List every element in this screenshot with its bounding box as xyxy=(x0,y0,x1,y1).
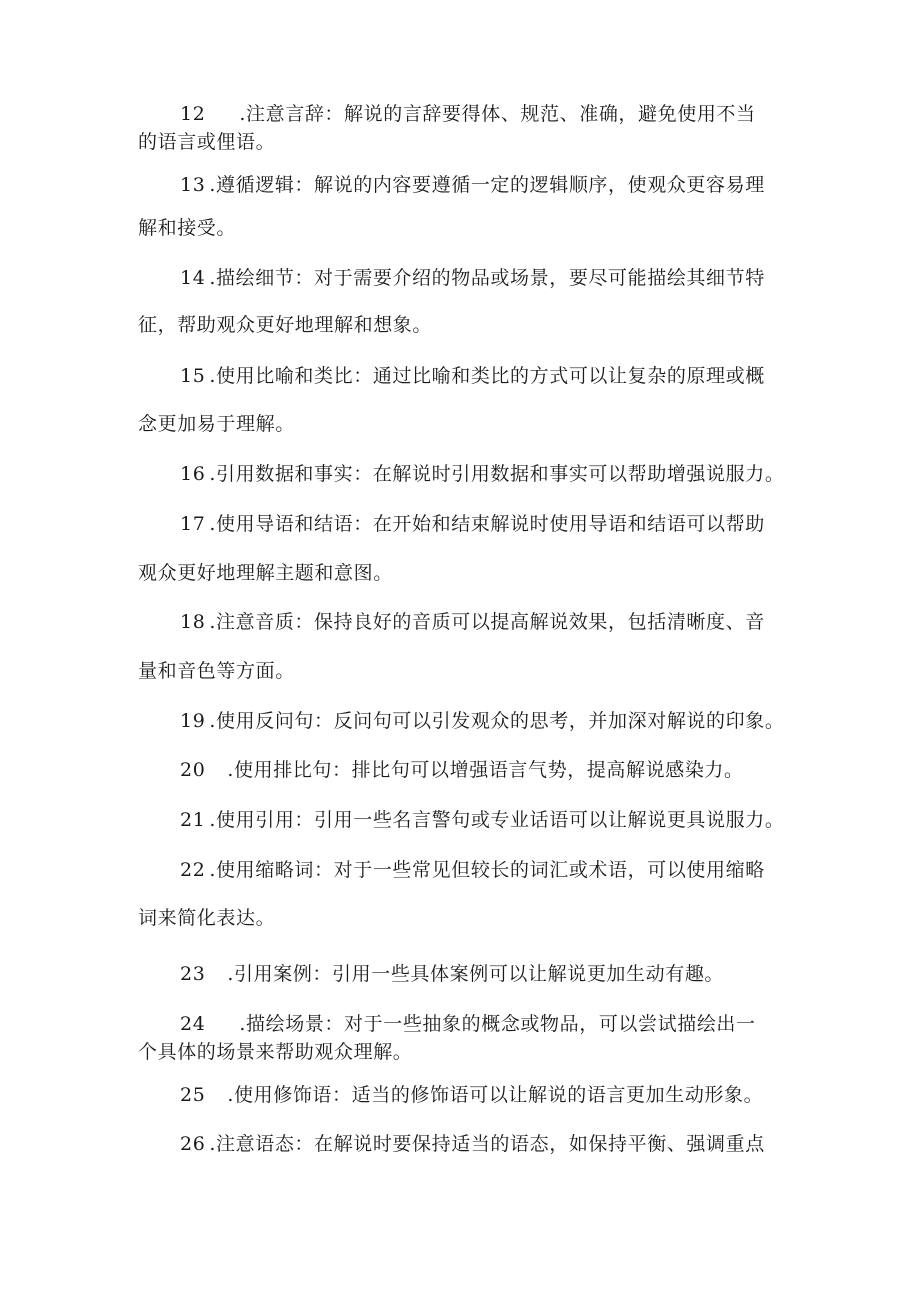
item-19-line-1 xyxy=(180,709,784,733)
item-number: 20 xyxy=(180,759,206,781)
item-13-line-2: 解和接受。 xyxy=(138,217,237,239)
item-text: .使用排比句：排比句可以增强语言气势，提高解说感染力。 xyxy=(227,759,744,781)
item-text: .描绘细节：对于需要介绍的物品或场景，要尽可能描绘其细节特 xyxy=(209,267,765,289)
item-number: 26 xyxy=(180,1133,206,1155)
item-20-line-1 xyxy=(180,758,744,782)
item-13-line-1 xyxy=(180,173,765,197)
item-18-line-2: 量和音色等方面。 xyxy=(138,660,295,682)
item-15-line-1 xyxy=(180,364,765,388)
item-text: .描绘场景：对于一些抽象的概念或物品，可以尝试描绘出一 xyxy=(239,1013,756,1035)
item-21-line-1 xyxy=(180,808,784,832)
item-number: 18 xyxy=(180,611,206,633)
item-23-line-1 xyxy=(180,962,724,986)
item-17-line-1 xyxy=(180,512,765,536)
item-22-line-2: 词来简化表达。 xyxy=(138,907,276,929)
item-text: .使用修饰语：适当的修饰语可以让解说的语言更加生动形象。 xyxy=(227,1084,764,1106)
item-number: 21 xyxy=(180,809,206,831)
item-18-line-1 xyxy=(180,610,765,634)
item-text: .使用引用：引用一些名言警句或专业话语可以让解说更具说服力。 xyxy=(209,809,785,831)
item-number: 16 xyxy=(180,463,206,485)
item-number: 19 xyxy=(180,710,206,732)
item-number: 17 xyxy=(180,513,206,535)
item-text: .使用缩略词：对于一些常见但较长的词汇或术语，可以使用缩略 xyxy=(209,859,765,881)
item-number: 22 xyxy=(180,859,206,881)
item-26-line-1 xyxy=(180,1132,765,1156)
item-text: .引用数据和事实：在解说时引用数据和事实可以帮助增强说服力。 xyxy=(209,463,785,485)
item-number: 14 xyxy=(180,267,206,289)
item-15-line-2: 念更加易于理解。 xyxy=(138,413,295,435)
item-25-line-1 xyxy=(180,1083,763,1107)
item-22-line-1 xyxy=(180,858,765,882)
item-number: 12 xyxy=(180,103,206,125)
item-12-line-1 xyxy=(180,102,756,126)
item-24-line-1 xyxy=(180,1012,756,1036)
item-24-line-2: 个具体的场景来帮助观众理解。 xyxy=(138,1041,413,1063)
item-text: .使用导语和结语：在开始和结束解说时使用导语和结语可以帮助 xyxy=(209,513,765,535)
item-number: 13 xyxy=(180,174,206,196)
item-text: .注意音质：保持良好的音质可以提高解说效果，包括清晰度、音 xyxy=(209,611,765,633)
item-14-line-2: 征，帮助观众更好地理解和想象。 xyxy=(138,314,433,336)
item-12-line-2: 的语言或俚语。 xyxy=(138,131,276,153)
item-text: .引用案例：引用一些具体案例可以让解说更加生动有趣。 xyxy=(227,963,725,985)
item-number: 25 xyxy=(180,1084,206,1106)
item-text: .注意言辞：解说的言辞要得体、规范、准确，避免使用不当 xyxy=(239,103,756,125)
item-number: 24 xyxy=(180,1013,206,1035)
item-14-line-1 xyxy=(180,266,765,290)
item-text: .使用反问句：反问句可以引发观众的思考，并加深对解说的印象。 xyxy=(209,710,785,732)
item-16-line-1 xyxy=(180,462,784,486)
item-text: .使用比喻和类比：通过比喻和类比的方式可以让复杂的原理或概 xyxy=(209,365,765,387)
item-number: 23 xyxy=(180,963,206,985)
item-17-line-2: 观众更好地理解主题和意图。 xyxy=(138,562,393,584)
item-number: 15 xyxy=(180,365,206,387)
item-text: .注意语态：在解说时要保持适当的语态，如保持平衡、强调重点 xyxy=(209,1133,765,1155)
item-text: .遵循逻辑：解说的内容要遵循一定的逻辑顺序，使观众更容易理 xyxy=(209,174,765,196)
